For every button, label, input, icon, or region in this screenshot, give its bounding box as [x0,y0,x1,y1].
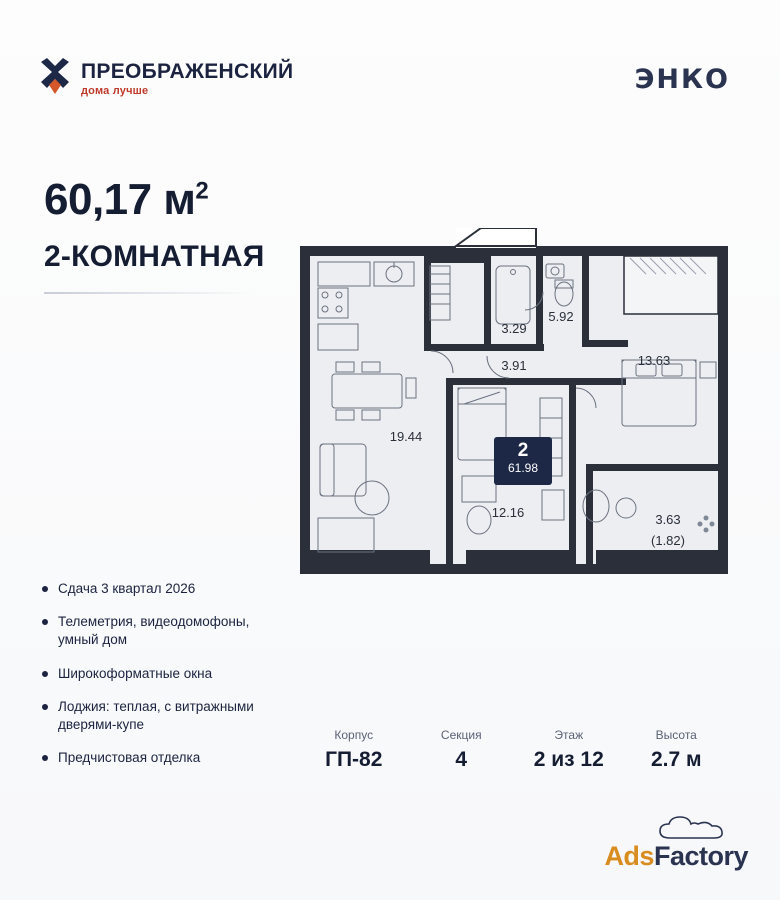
bullet-icon [42,671,48,677]
area-superscript: 2 [195,177,209,205]
list-item [42,580,282,598]
feature-label: Предчистовая отделка [58,750,201,766]
bullet-icon [42,586,48,592]
svg-text:3.63: 3.63 [655,512,681,527]
spec-label: Корпус [334,728,374,742]
specs-table [300,728,730,772]
floor-plan [296,228,732,588]
watermark-ads: Ads [604,841,654,871]
watermark [604,816,748,872]
bullet-icon [42,704,48,710]
plan-badge [494,437,552,485]
feature-label: Телеметрия, видеодомофоны, умный дом [58,614,250,648]
svg-text:(1.82): (1.82) [651,533,685,548]
svg-text:13.63: 13.63 [637,353,671,368]
list-item [42,665,282,683]
bullet-icon [42,619,48,625]
brand-subtitle: дома лучше [81,85,149,97]
feature-label: Широкоформатные окна [58,665,213,681]
spec-building [300,728,408,772]
spec-value: 4 [455,748,468,771]
svg-text:3.91: 3.91 [501,358,527,373]
badge-rooms: 2 [517,440,529,461]
brand-block [38,58,293,100]
area-value: 60,17 м [44,175,196,224]
list-item [42,613,282,649]
spec-height [623,728,731,772]
watermark-factory: Factory [653,841,748,871]
spec-section [408,728,516,772]
spec-floor [515,728,623,772]
title-divider [44,292,254,294]
spec-value: 2.7 м [650,748,702,771]
list-item [42,698,282,734]
bullet-icon [42,755,48,761]
features-list [42,580,282,783]
svg-text:5.92: 5.92 [548,309,574,324]
spec-value: ГП-82 [325,748,383,771]
spec-label: Секция [440,728,482,742]
badge-area: 61.98 [507,461,539,475]
developer-logo: ЭНКО [634,64,730,95]
spec-label: Высота [655,728,697,742]
butterfly-cross-icon [38,58,72,100]
page-title [44,175,208,225]
brand-title: ПРЕОБРАЖЕНСКИЙ [81,60,294,83]
svg-text:19.44: 19.44 [389,429,423,444]
feature-label: Сдача 3 квартал 2026 [58,581,196,596]
spec-value: 2 из 12 [533,748,604,771]
spec-label: Этаж [554,728,584,742]
svg-text:3.29: 3.29 [501,321,527,336]
list-item [42,749,282,767]
feature-label: Лоджия: теплая, с витражными дверями-купе [58,698,254,733]
svg-text:12.16: 12.16 [491,505,525,520]
rooms-title: 2-КОМНАТНАЯ [44,240,265,273]
watermark-text [604,841,748,872]
